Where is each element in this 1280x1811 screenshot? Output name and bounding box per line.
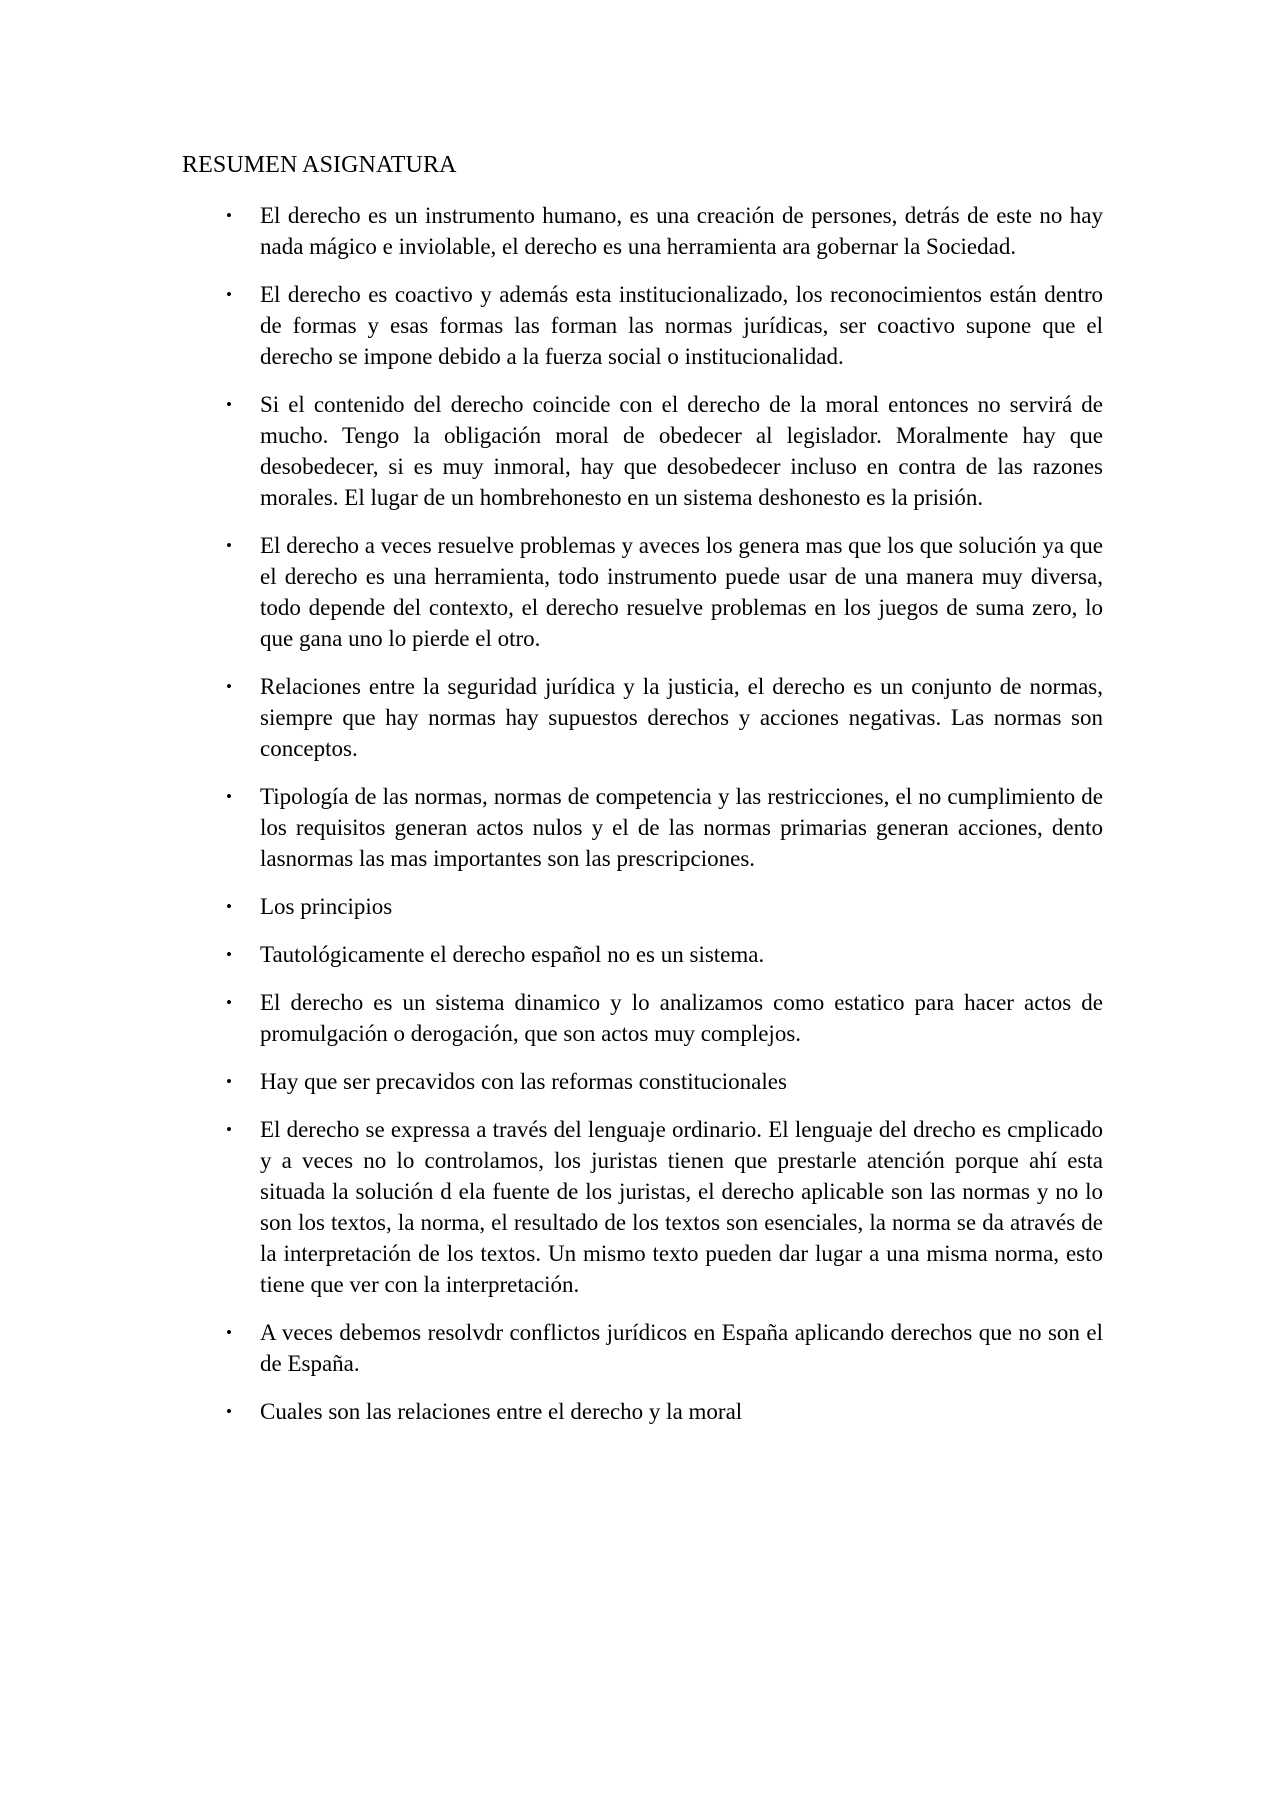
bullet-text: El derecho a veces resuelve problemas y aveces los genera mas que los que solución ya que el derecho es una herramienta, todo instrumento puede usar de una manera muy diversa, todo depende del contexto, el derecho resuelve problemas en los juegos de suma zero, lo que gana uno lo pierde el otro. <box>260 533 1104 651</box>
bullet-item <box>182 939 1103 970</box>
bullet-dot-icon: • <box>226 1072 232 1091</box>
bullet-item <box>182 279 1103 372</box>
bullet-dot-icon: • <box>226 1402 232 1421</box>
bullet-text: A veces debemos resolvdr conflictos jurídicos en España aplicando derechos que no son el de España. <box>260 1320 1103 1376</box>
bullet-text: El derecho es un instrumento humano, es una creación de persones, detrás de este no hay nada mágico e inviolable, el derecho es una herramienta ara gobernar la Sociedad. <box>260 203 1103 259</box>
bullet-item <box>182 1396 1103 1427</box>
bullet-text: Tipología de las normas, normas de competencia y las restricciones, el no cumplimiento de los requisitos generan actos nulos y el de las normas primarias generan acciones, dento lasnormas las mas importantes son las prescripciones. <box>260 784 1103 871</box>
bullet-item <box>182 530 1103 654</box>
bullet-dot-icon: • <box>226 993 232 1012</box>
bullet-item <box>182 987 1103 1049</box>
bullet-dot-icon: • <box>226 945 232 964</box>
bullet-text: Los principios <box>260 894 393 919</box>
bullet-dot-icon: • <box>226 677 232 696</box>
bullet-item <box>182 1066 1103 1097</box>
bullet-text: Cuales son las relaciones entre el derecho y la moral <box>260 1399 743 1424</box>
bullet-item <box>182 1317 1103 1379</box>
bullet-dot-icon: • <box>226 285 232 304</box>
bullet-dot-icon: • <box>226 787 232 806</box>
bullet-dot-icon: • <box>226 206 232 225</box>
document-title: RESUMEN ASIGNATURA <box>182 152 457 178</box>
bullet-text: El derecho se expressa a través del lenguaje ordinario. El lenguaje del drecho es cmplicado y a veces no lo controlamos, los juristas tienen que prestarle atención porque ahí esta situada la solución d ela fuente de los juristas, el derecho aplicable son las normas y no lo son los textos, la norma, el resultado de los textos son esenciales, la norma se da através de la interpretación de los textos. Un mismo texto pueden dar lugar a una misma norma, esto tiene que ver con la interpretación. <box>260 1117 1103 1297</box>
bullet-text: Tautológicamente el derecho español no es un sistema. <box>260 942 765 967</box>
bullet-item <box>182 1114 1103 1300</box>
bullet-item <box>182 200 1103 262</box>
bullet-item <box>182 891 1103 922</box>
bullet-text: Si el contenido del derecho coincide con el derecho de la moral entonces no servirá de mucho. Tengo la obligación moral de obedecer al legislador. Moralmente hay que desobedecer, si es muy inmoral, hay que desobedecer incluso en contra de las razones morales. El lugar de un hombrehonesto en un sistema deshonesto es la prisión. <box>260 392 1103 510</box>
bullet-dot-icon: • <box>226 1323 232 1342</box>
summary-bullet-list <box>182 200 1103 1444</box>
bullet-text: Hay que ser precavidos con las reformas constitucionales <box>260 1069 787 1094</box>
bullet-item <box>182 781 1103 874</box>
bullet-dot-icon: • <box>226 395 232 414</box>
bullet-dot-icon: • <box>226 1120 232 1139</box>
bullet-dot-icon: • <box>226 536 232 555</box>
bullet-text: El derecho es coactivo y además esta institucionalizado, los reconocimientos están dentro de formas y esas formas las forman las normas jurídicas, ser coactivo supone que el derecho se impone debido a la fuerza social o institucionalidad. <box>260 282 1103 369</box>
bullet-dot-icon: • <box>226 897 232 916</box>
bullet-text: Relaciones entre la seguridad jurídica y la justicia, el derecho es un conjunto de normas, siempre que hay normas hay supuestos derechos y acciones negativas. Las normas son conceptos. <box>260 674 1103 761</box>
bullet-text: El derecho es un sistema dinamico y lo analizamos como estatico para hacer actos de promulgación o derogación, que son actos muy complejos. <box>260 990 1103 1046</box>
bullet-item <box>182 389 1103 513</box>
bullet-item <box>182 671 1103 764</box>
